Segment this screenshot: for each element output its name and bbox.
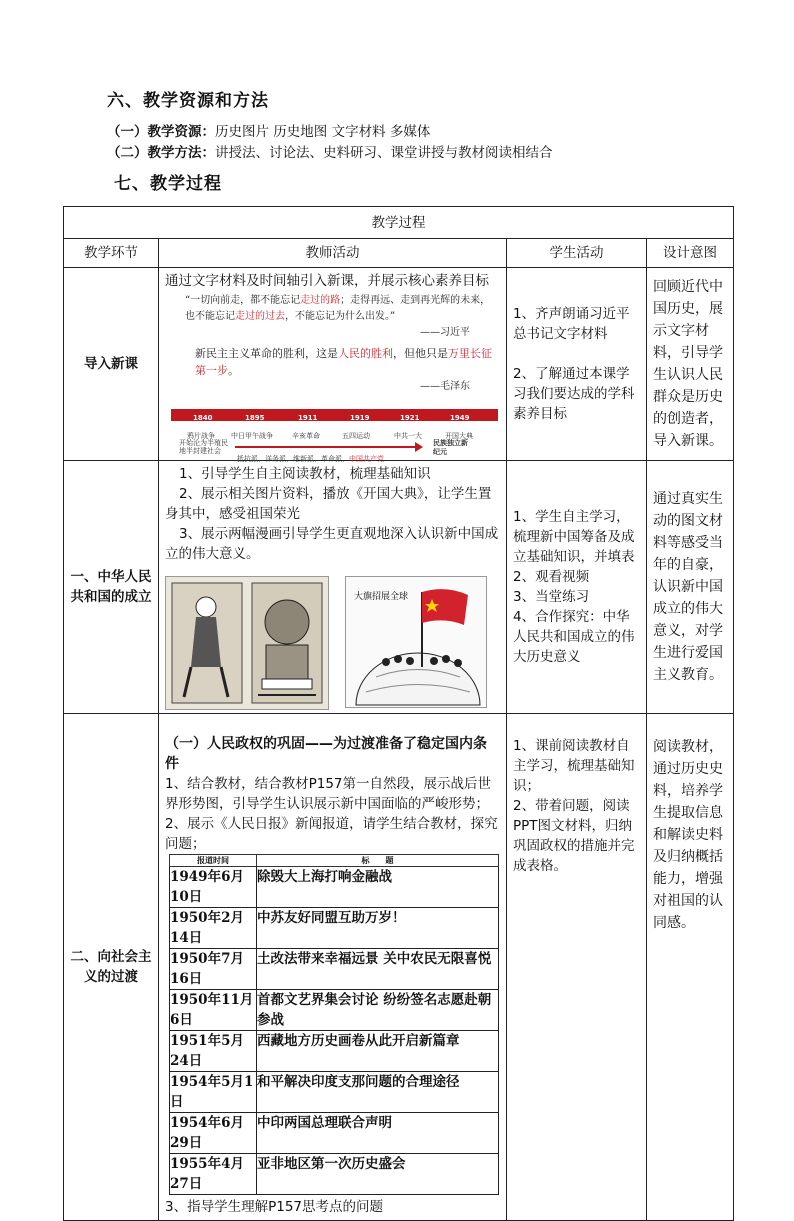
timeline-year: 1949 — [450, 414, 470, 422]
quote-xi — [165, 293, 500, 325]
methods-text: 讲授法、讨论法、史料研习、课堂讲授与教材阅读相结合 — [215, 145, 553, 161]
teacher-activity-intro — [159, 268, 507, 461]
timeline-event: 中日甲午战争 — [231, 432, 273, 440]
table-title: 教学过程 — [64, 207, 734, 239]
intent-intro: 回顾近代中国历史，展示文字材料，引导学生认识人民群众是历史的创造者，导入新课。 — [647, 268, 734, 461]
intent-founding: 通过真实生动的图文材料等感受当年的自豪，认识新中国成立的伟大意义，对学生进行爱国主义教育。 — [647, 461, 734, 714]
timeline-year: 1895 — [245, 414, 265, 422]
student-item: 2、带着问题，阅读PPT图文材料，归纳巩固政权的措施并完成表格。 — [513, 798, 635, 874]
news-date: 1949年6月10日 — [170, 867, 257, 908]
student-item: 4、合作探究：中华人民共和国成立的伟大历史意义 — [513, 609, 635, 665]
header-intent: 设计意图 — [647, 239, 734, 268]
quote-mao-highlight: 人民的胜利 — [338, 347, 393, 360]
timeline-event: 鸦片战争 — [187, 432, 215, 440]
news-title: 中印两国总理联合声明 — [257, 1113, 499, 1154]
news-row — [170, 1154, 499, 1195]
quote-mao-author: ——毛泽东 — [420, 381, 470, 392]
news-row — [170, 1113, 499, 1154]
timeline-event: 中共一大 — [394, 432, 422, 440]
news-date: 1955年4月27日 — [170, 1154, 257, 1195]
student-item: 2、观看视频 — [513, 569, 590, 585]
news-date: 1950年11月6日 — [170, 990, 257, 1031]
teacher-item: 3、展示两幅漫画引导学生更直观地深入认识新中国成立的伟大意义。 — [165, 526, 499, 562]
student-activity-founding — [507, 461, 647, 714]
news-row — [170, 1031, 499, 1072]
methods-label: （二）教学方法： — [107, 145, 215, 161]
cartoon-images — [165, 576, 500, 710]
timeline-mid-note — [237, 449, 384, 469]
news-title: 西藏地方历史画卷从此开启新篇章 — [257, 1031, 499, 1072]
resources-text: 历史图片 历史地图 文字材料 多媒体 — [215, 124, 431, 140]
stage-intro: 导入新课 — [64, 268, 159, 461]
teacher-item: 1、结合教材，结合教材P157第一自然段，展示战后世界形势图，引导学生认识展示新中国面临的严峻形势； — [165, 776, 491, 812]
cartoon-caption: 大旗招展全球 — [354, 592, 409, 602]
quote-xi-part: “一切向前走，都不能忘记 — [185, 295, 301, 306]
stage-transition: 二、向社会主义的过渡 — [64, 714, 159, 1221]
teacher-activity-transition — [159, 714, 507, 1221]
timeline-year: 1911 — [298, 414, 318, 422]
quote-xi-highlight: 走过的过去 — [235, 311, 285, 322]
history-timeline — [165, 399, 500, 463]
timeline-year: 1921 — [400, 414, 420, 422]
student-item: 2、了解通过本课学习我们要达成的学科素养目标 — [513, 366, 635, 422]
quote-mao-part: ，但他只是 — [393, 347, 448, 360]
teacher-item: 1、引导学生自主阅读教材，梳理基础知识 — [179, 466, 431, 482]
news-header: 标 题 — [257, 855, 499, 867]
timeline-arrowhead — [415, 442, 423, 452]
timeline-right-note: 民族独立新纪元 — [433, 439, 468, 456]
news-date: 1954年6月29日 — [170, 1113, 257, 1154]
quote-mao-part: 新民主主义革命的胜利，这是 — [195, 347, 338, 360]
teacher-item: 2、展示《人民日报》新闻报道，请学生结合教材，探究问题； — [165, 816, 498, 852]
teacher-subheading: （一）人民政权的巩固——为过渡准备了稳定国内条件 — [165, 736, 487, 772]
news-header: 报道时间 — [170, 855, 257, 867]
teacher-item: 3、指导学生理解P157思考点的问题 — [165, 1199, 383, 1215]
table-row — [64, 714, 734, 1221]
timeline-event: 辛亥革命 — [292, 432, 320, 440]
student-activity-transition — [507, 714, 647, 1221]
news-row — [170, 908, 499, 949]
news-title: 亚非地区第一次历史盛会 — [257, 1154, 499, 1195]
news-title: 和平解决印度支那问题的合理途径 — [257, 1072, 499, 1113]
student-item: 1、齐声朗诵习近平总书记文字材料 — [513, 306, 630, 342]
header-student: 学生活动 — [507, 239, 647, 268]
student-item: 1、课前阅读教材自主学习，梳理基础知识； — [513, 738, 635, 794]
timeline-mid-text: 抵抗派、洋务派、维新派、革命派、 — [237, 455, 349, 463]
timeline-mid-highlight: 中国共产党 — [349, 455, 384, 463]
teaching-process-table — [63, 206, 734, 1221]
quote-xi-part: ；走得再远、走到再光辉的未来，也不能忘记 — [185, 295, 491, 322]
cartoon-image-2 — [345, 576, 487, 708]
resources-line — [107, 120, 430, 140]
student-item: 3、当堂练习 — [513, 589, 590, 605]
resources-label: （一）教学资源： — [107, 124, 215, 140]
timeline-left-note: 开始沦为半殖民地半封建社会 — [179, 439, 228, 455]
quote-mao-highlight: 万里长征第一步 — [195, 347, 492, 377]
table-row — [64, 461, 734, 714]
news-title: 土改法带来幸福远景 关中农民无限喜悦 — [257, 949, 499, 990]
timeline-event: 五四运动 — [342, 432, 370, 440]
timeline-event: 开国大典 — [445, 432, 473, 440]
news-row — [170, 1072, 499, 1113]
timeline-year: 1919 — [350, 414, 370, 422]
timeline-year: 1840 — [193, 414, 213, 422]
quote-mao — [165, 345, 500, 379]
header-teacher: 教师活动 — [159, 239, 507, 268]
teacher-intro-text: 通过文字材料及时间轴引入新课，并展示核心素养目标 — [165, 273, 489, 289]
news-date: 1950年2月14日 — [170, 908, 257, 949]
news-date: 1950年7月16日 — [170, 949, 257, 990]
news-report-table — [169, 854, 499, 1195]
news-row — [170, 949, 499, 990]
student-activity-intro — [507, 268, 647, 461]
header-stage: 教学环节 — [64, 239, 159, 268]
quote-xi-part: ，不能忘记为什么出发。” — [285, 311, 396, 322]
student-item: 1、学生自主学习，梳理新中国筹备及成立基础知识，并填表 — [513, 509, 635, 565]
intent-transition: 阅读教材，通过历史史料，培养学生提取信息和解读史料及归纳概括能力，增强对祖国的认同感。 — [647, 714, 734, 1221]
timeline-bar — [171, 409, 498, 421]
teacher-activity-founding — [159, 461, 507, 714]
news-date: 1954年5月1日 — [170, 1072, 257, 1113]
methods-line — [107, 141, 553, 161]
news-title: 中苏友好同盟互助万岁！ — [257, 908, 499, 949]
news-date: 1951年5月24日 — [170, 1031, 257, 1072]
news-row — [170, 990, 499, 1031]
stage-founding: 一、中华人民共和国的成立 — [64, 461, 159, 714]
quote-xi-highlight: 走过的路 — [300, 295, 341, 306]
cartoon-image-1 — [165, 576, 329, 710]
quote-mao-part: 。 — [228, 364, 239, 377]
section7-heading: 七、教学过程 — [114, 174, 222, 194]
teacher-item: 2、展示相关图片资料，播放《开国大典》，让学生置身其中，感受祖国荣光 — [165, 486, 492, 522]
news-title: 首都文艺界集会讨论 纷纷签名志愿赴朝参战 — [257, 990, 499, 1031]
news-row — [170, 867, 499, 908]
table-row — [64, 268, 734, 461]
quote-xi-author: ——习近平 — [420, 327, 470, 338]
section6-heading: 六、教学资源和方法 — [107, 91, 269, 111]
timeline-arrow — [235, 446, 415, 448]
news-title: 除毁大上海打响金融战 — [257, 867, 499, 908]
